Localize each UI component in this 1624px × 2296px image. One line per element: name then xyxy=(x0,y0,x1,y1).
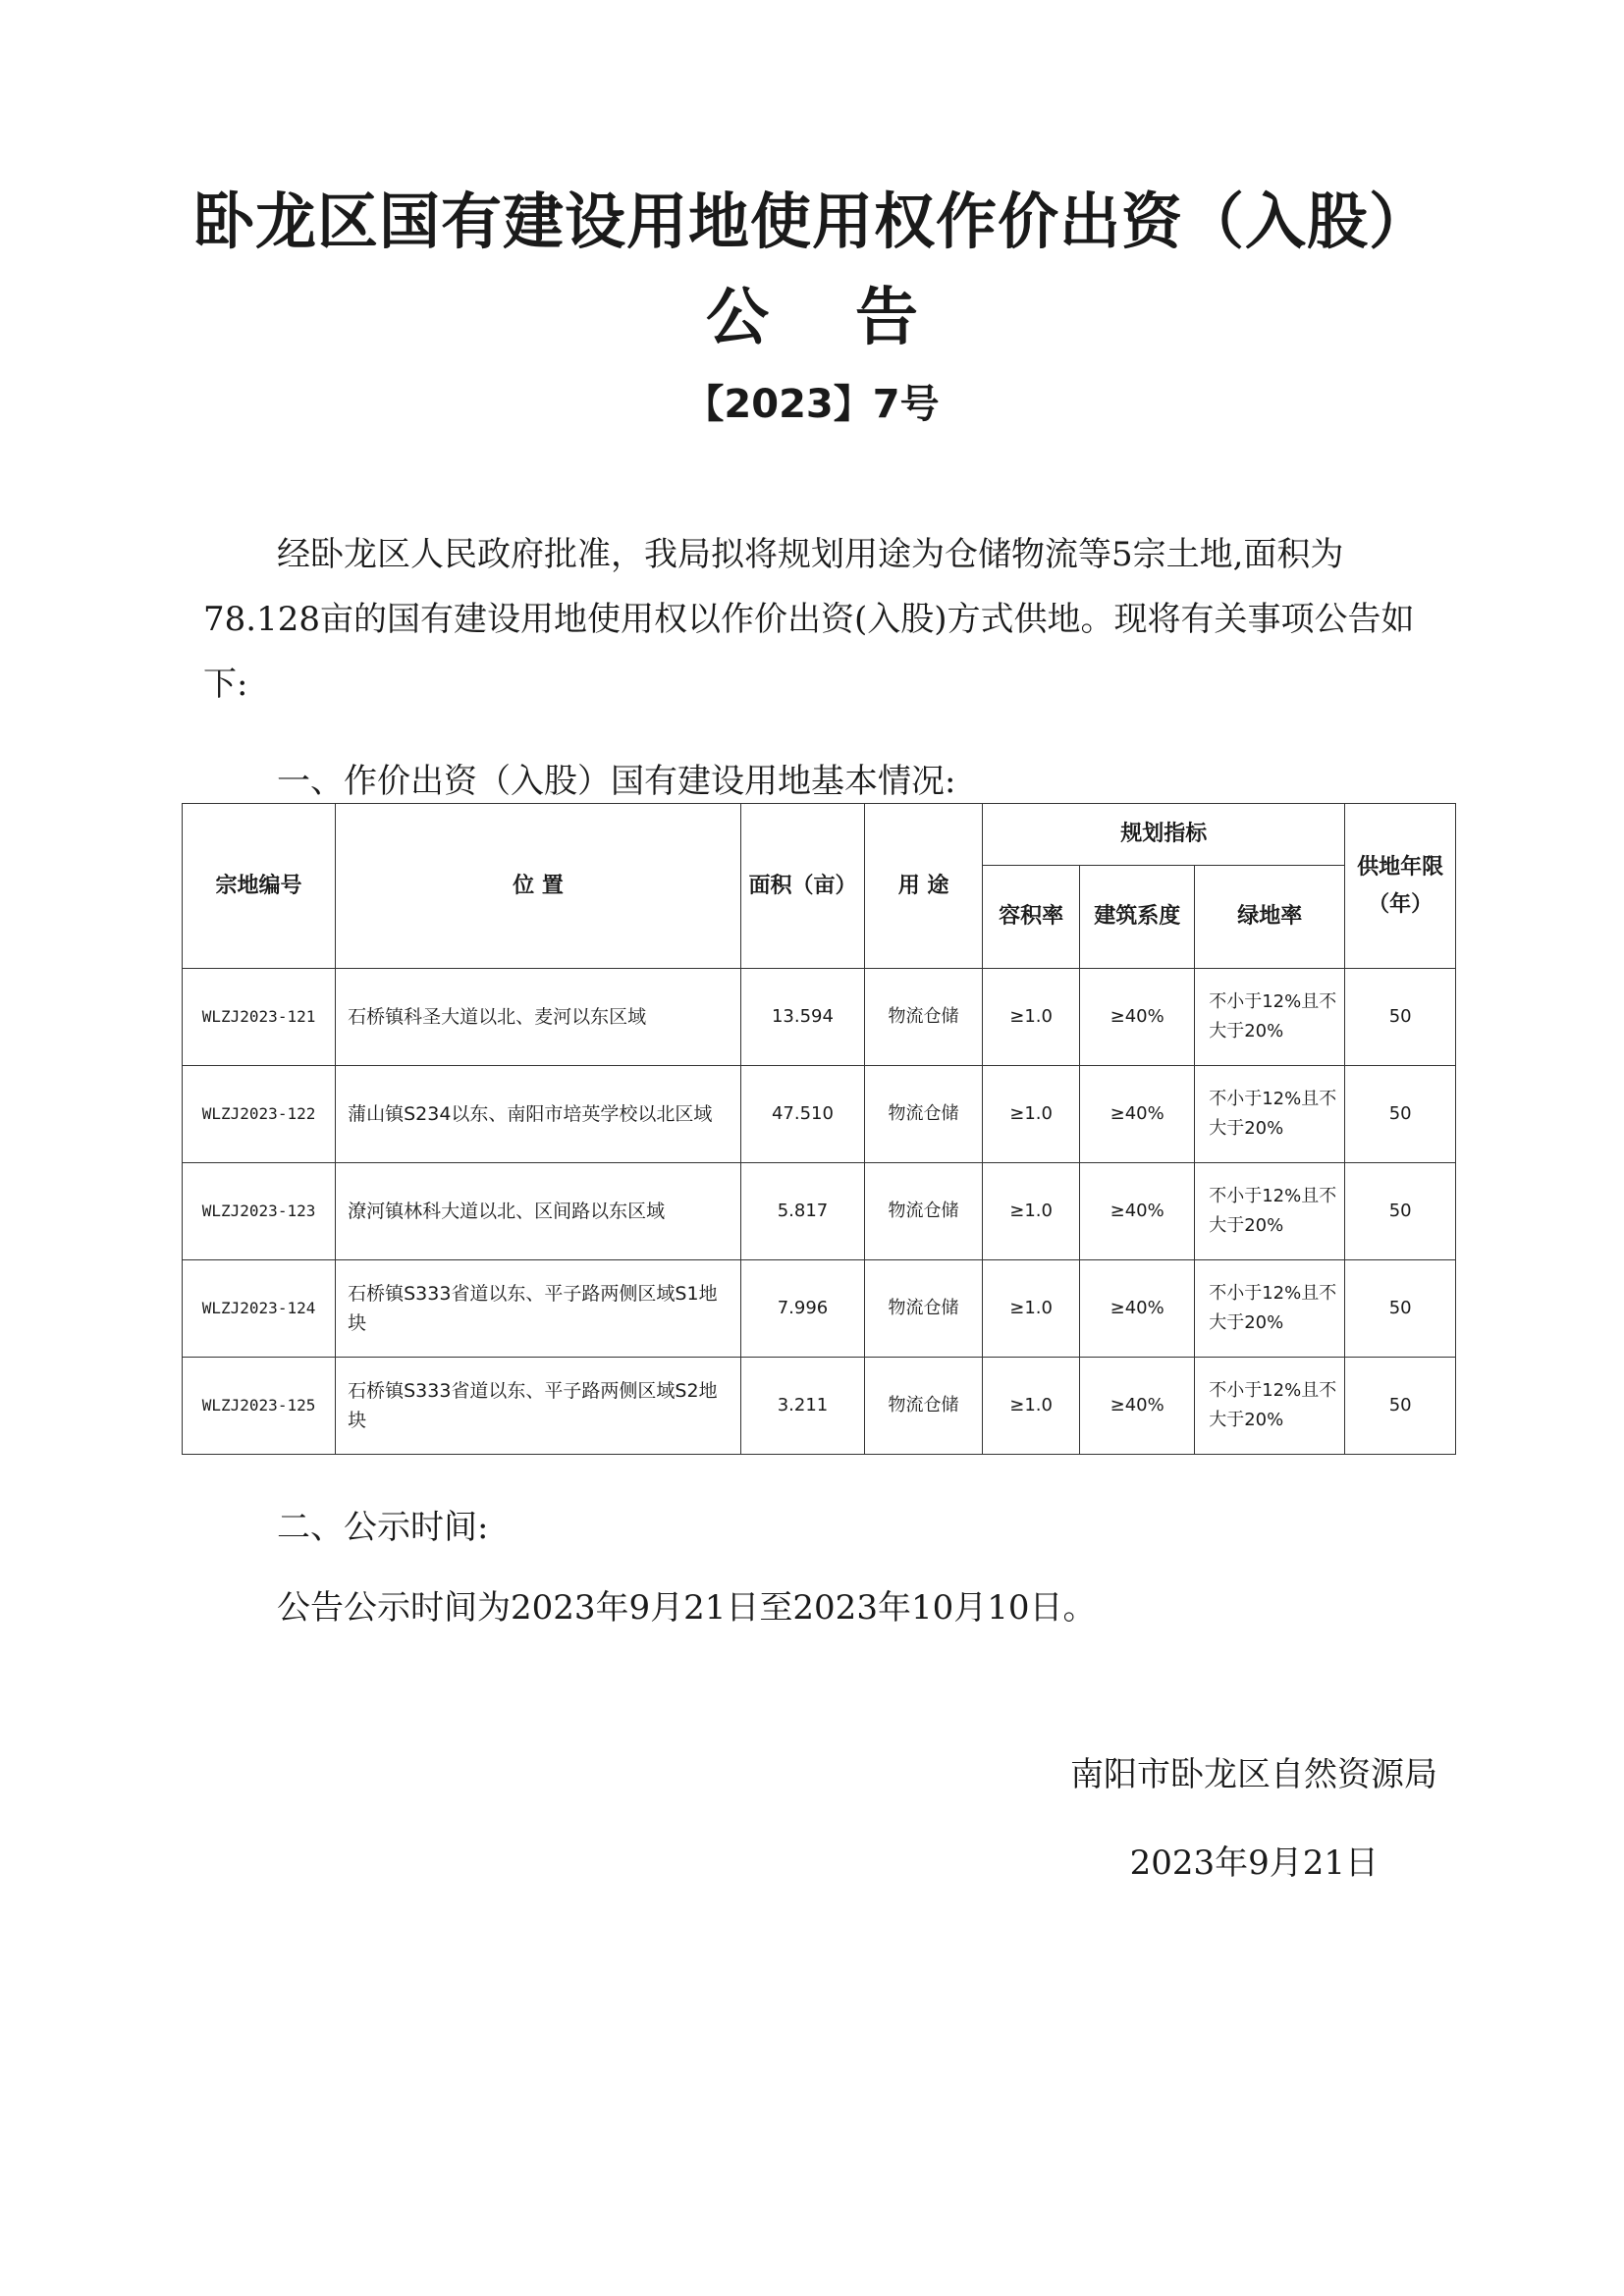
header-code: 宗地编号 xyxy=(183,804,336,969)
header-location: 位 置 xyxy=(336,804,741,969)
publicity-period-text: 公告公示时间为2023年9月21日至2023年10月10日。 xyxy=(277,1588,1097,1628)
cell-density: ≥40% xyxy=(1080,969,1195,1066)
cell-code: WLZJ2023-123 xyxy=(183,1163,336,1260)
cell-far: ≥1.0 xyxy=(983,1163,1080,1260)
cell-term: 50 xyxy=(1345,1066,1456,1163)
table-row xyxy=(183,1163,1456,1260)
cell-location: 石桥镇S333省道以东、平子路两侧区域S2地块 xyxy=(336,1358,741,1455)
document-subtitle: 公告 xyxy=(706,282,1004,354)
issuer-signature: 南阳市卧龙区自然资源局 xyxy=(1070,1755,1437,1794)
document-title: 卧龙区国有建设用地使用权作价出资（入股） xyxy=(192,186,1431,257)
header-green: 绿地率 xyxy=(1195,866,1345,969)
cell-code: WLZJ2023-122 xyxy=(183,1066,336,1163)
cell-location: 石桥镇科圣大道以北、麦河以东区域 xyxy=(336,969,741,1066)
issue-date: 2023年9月21日 xyxy=(1129,1843,1379,1883)
cell-far: ≥1.0 xyxy=(983,1358,1080,1455)
cell-density: ≥40% xyxy=(1080,1358,1195,1455)
cell-area: 47.510 xyxy=(740,1066,864,1163)
cell-location: 潦河镇林科大道以北、区间路以东区域 xyxy=(336,1163,741,1260)
cell-green: 不小于12%且不大于20% xyxy=(1195,1260,1345,1358)
cell-far: ≥1.0 xyxy=(983,969,1080,1066)
cell-green: 不小于12%且不大于20% xyxy=(1195,969,1345,1066)
table-row xyxy=(183,1260,1456,1358)
header-term: 供地年限（年） xyxy=(1345,804,1456,969)
cell-use: 物流仓储 xyxy=(865,1163,983,1260)
cell-use: 物流仓储 xyxy=(865,1066,983,1163)
cell-far: ≥1.0 xyxy=(983,1066,1080,1163)
cell-term: 50 xyxy=(1345,1163,1456,1260)
cell-green: 不小于12%且不大于20% xyxy=(1195,1358,1345,1455)
cell-code: WLZJ2023-121 xyxy=(183,969,336,1066)
cell-green: 不小于12%且不大于20% xyxy=(1195,1163,1345,1260)
document-number: 【2023】7号 xyxy=(684,382,940,427)
table-row xyxy=(183,969,1456,1066)
cell-use: 物流仓储 xyxy=(865,969,983,1066)
cell-term: 50 xyxy=(1345,969,1456,1066)
cell-density: ≥40% xyxy=(1080,1066,1195,1163)
cell-use: 物流仓储 xyxy=(865,1260,983,1358)
cell-term: 50 xyxy=(1345,1260,1456,1358)
header-use: 用 途 xyxy=(865,804,983,969)
cell-far: ≥1.0 xyxy=(983,1260,1080,1358)
table-row xyxy=(183,1358,1456,1455)
section-heading-basic-info: 一、作价出资（入股）国有建设用地基本情况: xyxy=(277,762,956,801)
intro-paragraph: 经卧龙区人民政府批准，我局拟将规划用途为仓储物流等5宗土地,面积为78.128亩的国有建设用地使用权以作价出资(入股)方式供地。现将有关事项公告如下: xyxy=(203,535,1415,704)
cell-use: 物流仓储 xyxy=(865,1358,983,1455)
cell-term: 50 xyxy=(1345,1358,1456,1455)
header-far: 容积率 xyxy=(983,866,1080,969)
cell-code: WLZJ2023-125 xyxy=(183,1358,336,1455)
cell-location: 蒲山镇S234以东、南阳市培英学校以北区域 xyxy=(336,1066,741,1163)
header-planning: 规划指标 xyxy=(983,804,1345,866)
cell-area: 5.817 xyxy=(740,1163,864,1260)
cell-density: ≥40% xyxy=(1080,1260,1195,1358)
header-area: 面积（亩） xyxy=(740,804,864,969)
cell-green: 不小于12%且不大于20% xyxy=(1195,1066,1345,1163)
header-density: 建筑系度 xyxy=(1080,866,1195,969)
cell-area: 13.594 xyxy=(740,969,864,1066)
cell-code: WLZJ2023-124 xyxy=(183,1260,336,1358)
land-info-table xyxy=(182,803,1456,1455)
cell-location: 石桥镇S333省道以东、平子路两侧区域S1地块 xyxy=(336,1260,741,1358)
section-heading-publicity: 二、公示时间: xyxy=(277,1508,489,1547)
cell-area: 7.996 xyxy=(740,1260,864,1358)
cell-area: 3.211 xyxy=(740,1358,864,1455)
cell-density: ≥40% xyxy=(1080,1163,1195,1260)
table-row xyxy=(183,1066,1456,1163)
